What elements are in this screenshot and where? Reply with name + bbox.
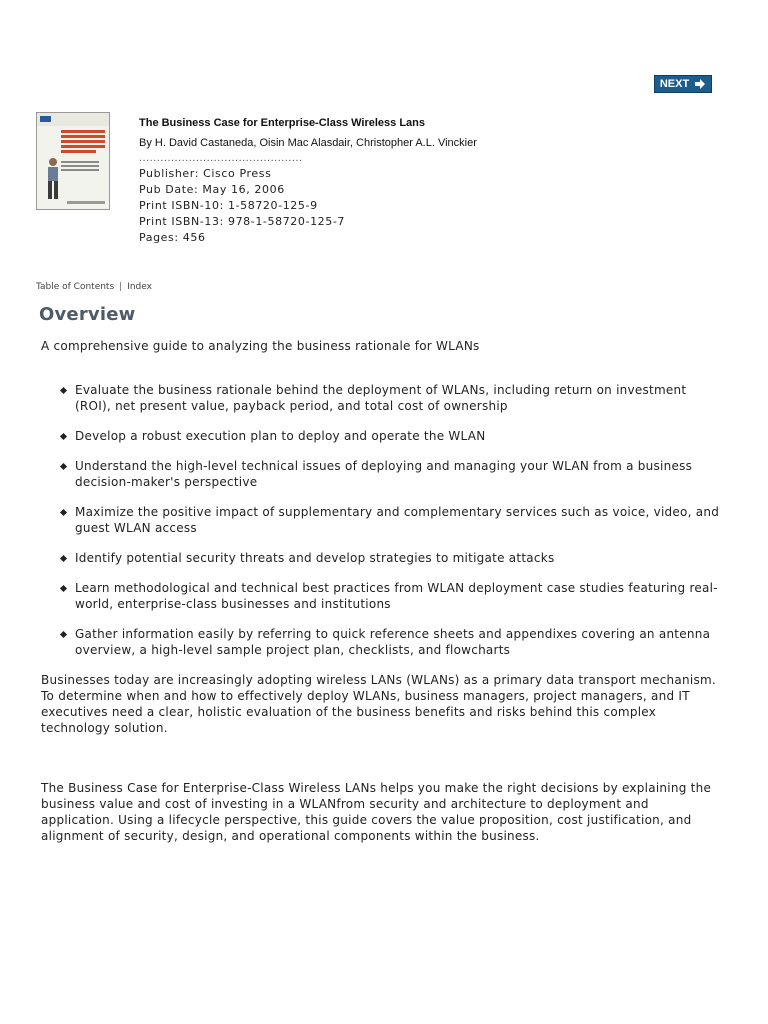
- body-paragraph-2: The Business Case for Enterprise-Class Wireless LANs helps you make the right decisions by explaining the business value and cost of investing in a WLANfrom security and architecture to deployment and application. Using a lifecycle perspective, this guide covers the value proposition, cost justification, and alignment of security, design, and operational components within the business.: [41, 781, 712, 843]
- overview-content: [41, 338, 721, 844]
- isbn-10: Print ISBN-10: 1-58720-125-9: [139, 199, 318, 212]
- intro-text: A comprehensive guide to analyzing the business rationale for WLANs: [41, 339, 480, 353]
- next-button[interactable]: [654, 75, 712, 93]
- pub-date: Pub Date: May 16, 2006: [139, 183, 285, 196]
- table-of-contents-link[interactable]: Table of Contents: [36, 282, 115, 292]
- toc-links: [36, 282, 152, 292]
- index-link[interactable]: Index: [127, 282, 152, 292]
- cover-title-lines: [61, 130, 105, 155]
- list-item: Maximize the positive impact of supplementary and complementary services such as voice, video, and guest WLAN access: [41, 504, 721, 536]
- cover-author-lines: [61, 161, 99, 173]
- list-item: Gather information easily by referring to quick reference sheets and appendixes covering an antenna overview, a high-level sample project plan, checklists, and flowcharts: [41, 626, 721, 658]
- body-paragraph-1: Businesses today are increasingly adopting wireless LANs (WLANs) as a primary data transport mechanism. To determine when and how to effectively deploy WLANs, business managers, project managers, and IT executives need a clear, holistic evaluation of the business benefits and risks behind this complex technology solution.: [41, 673, 716, 735]
- overview-heading: Overview: [39, 304, 136, 325]
- book-info: [139, 116, 699, 246]
- book-title: The Business Case for Enterprise-Class Wireless Lans: [139, 117, 426, 129]
- isbn-13: Print ISBN-13: 978-1-58720-125-7: [139, 215, 346, 228]
- book-cover-image[interactable]: [36, 112, 110, 210]
- book-authors: By H. David Castaneda, Oisin Mac Alasdair, Christopher A.L. Vinckier: [139, 137, 477, 149]
- feature-list: [41, 382, 721, 658]
- list-item: Evaluate the business rationale behind the deployment of WLANs, including return on investment (ROI), net present value, payback period, and total cost of ownership: [41, 382, 721, 414]
- list-item: Develop a robust execution plan to deploy and operate the WLAN: [41, 428, 721, 444]
- list-item: Learn methodological and technical best practices from WLAN deployment case studies featuring real-world, enterprise-class businesses and institutions: [41, 580, 721, 612]
- link-divider: |: [119, 282, 123, 292]
- arrow-right-icon: [694, 78, 706, 90]
- list-item: Understand the high-level technical issues of deploying and managing your WLAN from a business decision-maker's perspective: [41, 458, 721, 490]
- next-button-label: NEXT: [659, 78, 690, 90]
- person-figure: [43, 157, 63, 201]
- publisher-logo: [40, 116, 51, 122]
- list-item: Identify potential security threats and develop strategies to mitigate attacks: [41, 550, 721, 566]
- cover-footer-line: [67, 201, 105, 204]
- publisher: Publisher: Cisco Press: [139, 167, 272, 180]
- page-count: Pages: 456: [139, 231, 206, 244]
- dotted-separator: ..............................................: [139, 152, 303, 164]
